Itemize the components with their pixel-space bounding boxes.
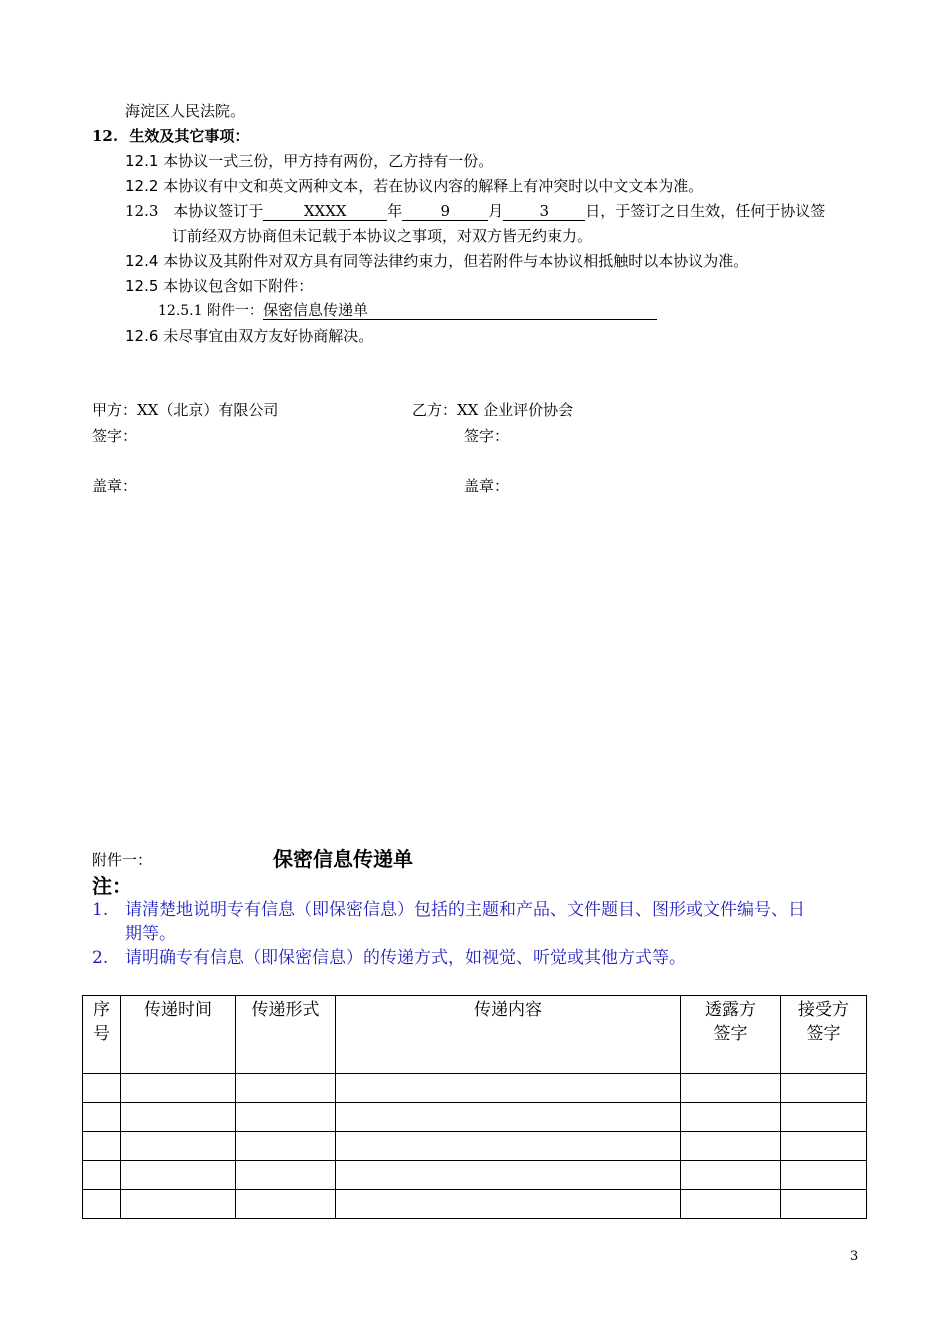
table-cell[interactable] xyxy=(121,1103,236,1132)
clause-12-6 xyxy=(125,326,373,346)
table-cell[interactable] xyxy=(681,1103,781,1132)
clause-number: 12.4 xyxy=(125,252,159,270)
clause-12-5-1 xyxy=(158,301,657,321)
year-unit: 年 xyxy=(387,202,403,220)
attachment-ref-label: 12.5.1 附件一： xyxy=(158,303,263,319)
transfer-table xyxy=(82,995,867,1219)
section-12-heading xyxy=(92,126,249,146)
header-content: 传递内容 xyxy=(336,996,681,1074)
table-cell[interactable] xyxy=(83,1132,121,1161)
table-row xyxy=(83,1190,867,1219)
note-1 xyxy=(92,898,805,922)
table-cell[interactable] xyxy=(236,1103,336,1132)
table-cell[interactable] xyxy=(781,1190,867,1219)
table-cell[interactable] xyxy=(681,1074,781,1103)
clause-12-2 xyxy=(125,176,703,196)
table-cell[interactable] xyxy=(121,1132,236,1161)
table-cell[interactable] xyxy=(336,1103,681,1132)
party-a-seal-label: 盖章： xyxy=(92,477,138,495)
clause-number: 12.6 xyxy=(125,327,159,345)
sign-year-field: XXXX xyxy=(263,202,387,221)
table-row xyxy=(83,1103,867,1132)
party-b-seal-label: 盖章： xyxy=(464,477,510,495)
clause-text-prefix: 本协议签订于 xyxy=(173,202,264,220)
header-discloser-sign: 透露方签字 xyxy=(681,996,781,1074)
table-cell[interactable] xyxy=(83,1074,121,1103)
clause-12-1 xyxy=(125,151,493,171)
sign-month-field: 9 xyxy=(402,202,488,221)
table-cell[interactable] xyxy=(681,1132,781,1161)
clause-text: 本协议及其附件对双方具有同等法律约束力，但若附件与本协议相抵触时以本协议为准。 xyxy=(163,252,749,270)
clause-text: 本协议包含如下附件： xyxy=(163,277,314,295)
table-cell[interactable] xyxy=(121,1074,236,1103)
party-a-name: 甲方：XX（北京）有限公司 xyxy=(92,401,279,419)
clause-text-suffix: 日，于签订之日生效，任何于协议签 xyxy=(585,202,826,220)
note-2 xyxy=(92,946,686,970)
clause-12-5 xyxy=(125,276,313,296)
clause-number: 12.3 xyxy=(125,202,159,220)
section-title: 生效及其它事项： xyxy=(129,127,250,145)
table-cell[interactable] xyxy=(781,1074,867,1103)
table-cell[interactable] xyxy=(236,1074,336,1103)
table-cell[interactable] xyxy=(336,1190,681,1219)
table-cell[interactable] xyxy=(83,1161,121,1190)
table-cell[interactable] xyxy=(781,1103,867,1132)
note-text: 请明确专有信息（即保密信息）的传递方式，如视觉、听觉或其他方式等。 xyxy=(125,948,686,968)
clause-12-3 xyxy=(125,201,825,221)
header-seq: 序号 xyxy=(83,996,121,1074)
table-cell[interactable] xyxy=(83,1103,121,1132)
clause-number: 12.1 xyxy=(125,152,159,170)
note-heading: 注： xyxy=(92,874,132,898)
table-row xyxy=(83,1132,867,1161)
section-number: 12. xyxy=(92,127,119,145)
page-number: 3 xyxy=(850,1249,859,1264)
table-cell[interactable] xyxy=(236,1161,336,1190)
table-row xyxy=(83,1074,867,1103)
table-cell[interactable] xyxy=(121,1161,236,1190)
note-1-line2: 期等。 xyxy=(125,924,176,944)
table-cell[interactable] xyxy=(781,1161,867,1190)
clause-number: 12.5 xyxy=(125,277,159,295)
continued-text: 海淀区人民法院。 xyxy=(125,102,246,120)
clause-12-3-line2: 订前经双方协商但未记载于本协议之事项，对双方皆无约束力。 xyxy=(172,227,593,245)
month-unit: 月 xyxy=(488,202,504,220)
attachment-label: 附件一： xyxy=(92,851,153,869)
clause-text: 未尽事宜由双方友好协商解决。 xyxy=(163,327,374,345)
sign-day-field: 3 xyxy=(503,202,585,221)
clause-12-4 xyxy=(125,251,748,271)
header-time: 传递时间 xyxy=(121,996,236,1074)
table-cell[interactable] xyxy=(336,1074,681,1103)
table-cell[interactable] xyxy=(681,1161,781,1190)
table-cell[interactable] xyxy=(336,1132,681,1161)
table-cell[interactable] xyxy=(681,1190,781,1219)
table-cell[interactable] xyxy=(121,1190,236,1219)
table-cell[interactable] xyxy=(781,1132,867,1161)
note-number: 1. xyxy=(92,900,109,920)
note-text: 请清楚地说明专有信息（即保密信息）包括的主题和产品、文件题目、图形或文件编号、日 xyxy=(125,900,805,920)
attachment-title: 保密信息传递单 xyxy=(273,847,413,871)
clause-number: 12.2 xyxy=(125,177,159,195)
party-a-sign-label: 签字： xyxy=(92,427,138,445)
table-cell[interactable] xyxy=(336,1161,681,1190)
clause-text: 本协议有中文和英文两种文本，若在协议内容的解释上有冲突时以中文文本为准。 xyxy=(163,177,704,195)
party-b-name: 乙方：XX 企业评价协会 xyxy=(412,401,574,419)
table-body xyxy=(83,1074,867,1219)
header-recipient-sign: 接受方签字 xyxy=(781,996,867,1074)
table-cell[interactable] xyxy=(83,1190,121,1219)
table-cell[interactable] xyxy=(236,1132,336,1161)
party-b-sign-label: 签字： xyxy=(464,427,510,445)
table-cell[interactable] xyxy=(236,1190,336,1219)
clause-text: 本协议一式三份，甲方持有两份，乙方持有一份。 xyxy=(163,152,494,170)
table-header-row xyxy=(83,996,867,1074)
table-row xyxy=(83,1161,867,1190)
note-number: 2. xyxy=(92,948,109,968)
header-form: 传递形式 xyxy=(236,996,336,1074)
attachment-ref-value: 保密信息传递单 xyxy=(263,301,657,320)
